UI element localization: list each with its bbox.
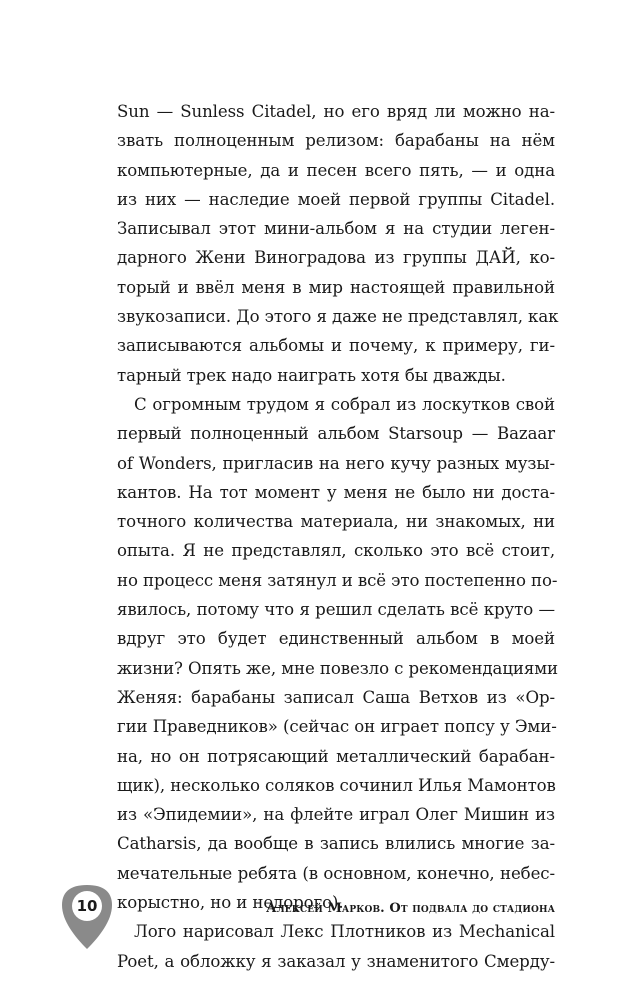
text-line-15: точного количества материала, ни знакомых, ни <box>117 512 555 532</box>
text-line-10: тарный трек надо наиграть хотя бы дважды. <box>117 365 506 385</box>
text-line-8: звукозаписи. До этого я даже не представлял, как <box>117 307 559 327</box>
text-line-11: С огромным трудом я собрал из лоскутков свой <box>134 394 555 414</box>
text-line-3: компьютерные, да и песен всего пять, — и одна <box>117 160 555 180</box>
text-line-2: звать полноценным релизом: барабаны на нём <box>117 131 555 151</box>
text-line-26: Catharsis, да вообще в запись влились многие за- <box>117 834 555 854</box>
text-line-22: гии Праведников» (сейчас он играет попсу у Эми- <box>117 717 557 737</box>
text-line-25: из «Эпидемии», на флейте играл Олег Мишин из <box>117 805 555 825</box>
text-line-28: корыстно, но и недорого). <box>117 893 344 913</box>
text-line-6: дарного Жени Виноградова из группы ДАЙ, ко- <box>117 248 555 268</box>
body-text <box>117 97 559 976</box>
page-number: 10 <box>76 897 98 915</box>
running-head: Алексей Марков. От подвала до стадиона <box>266 901 555 916</box>
text-line-5: Записывал этот мини-альбом я на студии леген- <box>117 219 555 239</box>
text-line-30: Poet, а обложку я заказал у знаменитого Смерду- <box>117 951 555 971</box>
text-line-13: of Wonders, пригласив на него кучу разных музы- <box>117 453 555 473</box>
text-line-16: опыта. Я не представлял, сколько это всё стоит, <box>117 541 555 561</box>
text-line-9: записываются альбомы и почему, к примеру, ги- <box>117 336 555 356</box>
text-line-4: из них — наследие моей первой группы Citadel. <box>117 189 555 209</box>
text-line-1: Sun — Sunless Citadel, но его вряд ли можно на- <box>117 102 555 121</box>
text-line-18: явилось, потому что я решил сделать всё круто — <box>117 600 555 620</box>
text-line-29: Лого нарисовал Лекс Плотников из Mechanical <box>134 922 555 942</box>
text-line-7: торый и ввёл меня в мир настоящей правильной <box>117 277 555 297</box>
text-line-21: Женяя: барабаны записал Саша Ветхов из «Ор- <box>117 687 555 707</box>
text-line-23: на, но он потрясающий металлический барабан- <box>117 746 555 766</box>
text-line-24: щик), несколько соляков сочинил Илья Мамонтов <box>117 775 556 795</box>
text-line-20: жизни? Опять же, мне повезло с рекомендациями <box>117 658 558 678</box>
text-line-12: первый полноценный альбом Starsoup — Bazaar <box>117 424 555 444</box>
text-line-14: кантов. На тот момент у меня не было ни доста- <box>117 482 555 502</box>
text-line-17: но процесс меня затянул и всё это постепенно по- <box>117 570 558 590</box>
text-line-27: мечательные ребята (в основном, конечно, небес- <box>117 863 555 883</box>
guitar-pick-icon <box>61 883 113 951</box>
text-line-19: вдруг это будет единственный альбом в моей <box>117 629 555 649</box>
